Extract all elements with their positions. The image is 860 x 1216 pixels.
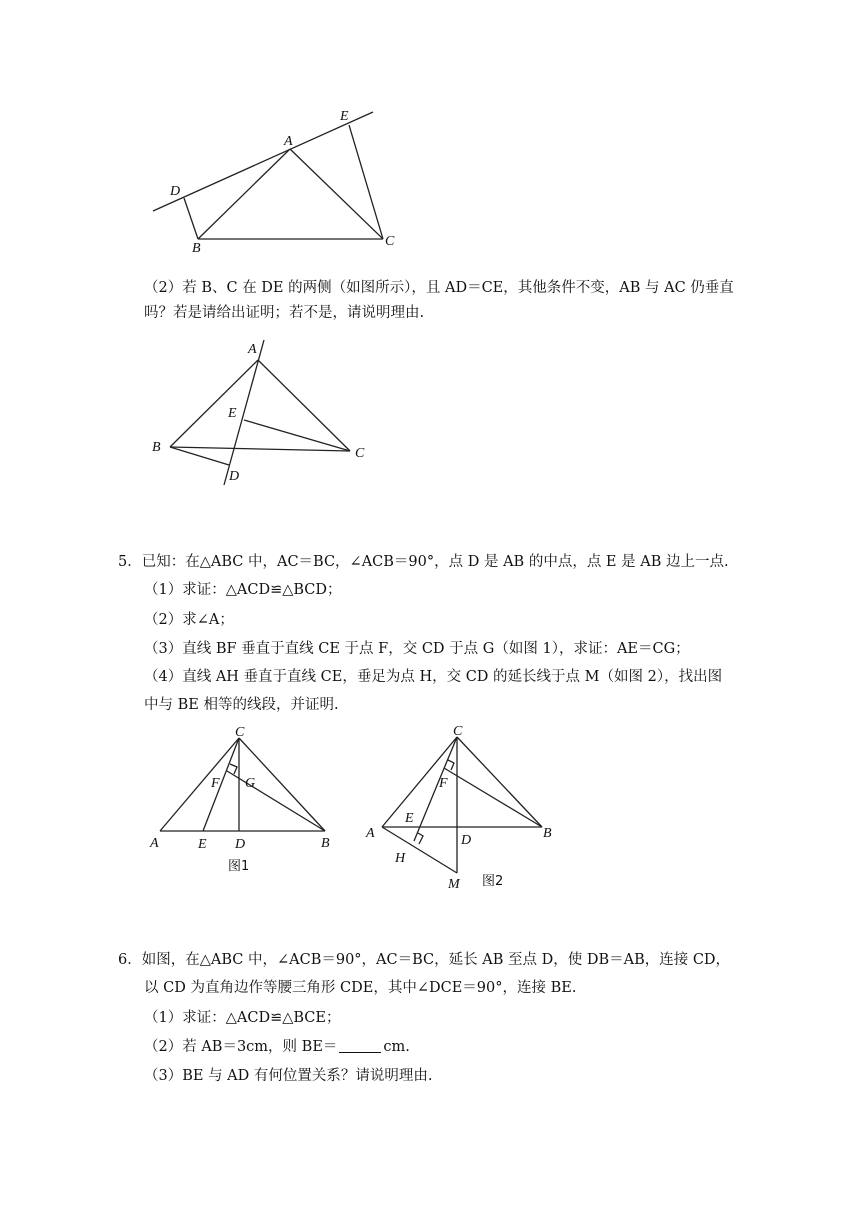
- line-de: [153, 112, 373, 211]
- q4-part2-line2: 吗？若是请给出证明；若不是，请说明理由.: [144, 305, 425, 321]
- label-m: M: [448, 877, 460, 892]
- figure-1: [140, 100, 395, 260]
- label-a: A: [150, 836, 159, 851]
- q5-stem: 5．已知：在△ABC 中，AC＝BC，∠ACB＝90°，点 D 是 AB 的中点，点 E 是 AB 边上一点.: [118, 554, 729, 570]
- q5-part1: （1）求证：△ACD≌△BCD；: [144, 582, 342, 598]
- segment-ab: [198, 149, 290, 239]
- right-angle-mark-f: [448, 760, 454, 770]
- q6-part2-text: （2）若 AB＝3cm，则 BE＝: [144, 1039, 338, 1055]
- q5-part4-line1: （4）直线 AH 垂直于直线 CE，垂足为点 H，交 CD 的延长线于点 M（如图 2），找出图: [144, 669, 723, 685]
- figure-4-svg: [360, 720, 570, 895]
- figure-2-svg: [150, 335, 380, 495]
- label-e: E: [340, 109, 349, 124]
- segment-cb: [457, 737, 542, 827]
- label-d: D: [229, 469, 240, 484]
- caption-figure-1: 图1: [228, 859, 250, 874]
- segment-bd: [184, 198, 198, 239]
- label-c: C: [385, 234, 395, 249]
- q6-part2: [144, 1037, 410, 1057]
- label-a: A: [248, 342, 257, 357]
- segment-bc: [170, 447, 350, 451]
- segment-bd: [170, 447, 229, 465]
- label-a: A: [284, 134, 293, 149]
- q6-stem-line2: 以 CD 为直角边作等腰三角形 CDE，其中∠DCE＝90°，连接 BE.: [144, 980, 577, 996]
- figure-4: [360, 720, 570, 895]
- segment-bf: [444, 768, 542, 827]
- q4-part2-line1: （2）若 B、C 在 DE 的两侧（如图所示），且 AD＝CE，其他条件不变，AB 与 AC 仍垂直: [144, 280, 734, 296]
- label-d: D: [170, 184, 181, 199]
- right-angle-mark-h: [418, 833, 423, 844]
- label-f: F: [439, 776, 448, 791]
- label-d: D: [461, 833, 472, 848]
- label-c: C: [235, 725, 245, 740]
- label-c: C: [355, 446, 365, 461]
- segment-bf: [227, 771, 325, 831]
- q6-part3: （3）BE 与 AD 有何位置关系？请说明理由.: [144, 1068, 433, 1084]
- label-b: B: [192, 241, 201, 256]
- q5-part2: （2）求∠A；: [144, 612, 234, 628]
- figure-3: [140, 720, 350, 880]
- caption-figure-2: 图2: [482, 874, 504, 889]
- figure-2: [150, 335, 380, 495]
- label-g: G: [245, 776, 256, 791]
- answer-blank[interactable]: [339, 1038, 381, 1053]
- label-b: B: [543, 826, 552, 841]
- q6-stem-line1: 6．如图，在△ABC 中，∠ACB＝90°，AC＝BC，延长 AB 至点 D，使 DB＝AB，连接 CD，: [118, 952, 731, 968]
- label-h: H: [395, 851, 406, 866]
- q6-part2-unit: cm.: [383, 1039, 410, 1055]
- q5-part3: （3）直线 BF 垂直于直线 CE 于点 F，交 CD 于点 G（如图 1），求证：AE＝CG；: [144, 641, 690, 657]
- label-b: B: [152, 440, 161, 455]
- segment-ce: [203, 738, 239, 831]
- label-d: D: [235, 837, 246, 852]
- q6-part1: （1）求证：△ACD≌△BCE；: [144, 1010, 341, 1026]
- segment-ca: [160, 738, 239, 831]
- label-f: F: [211, 776, 220, 791]
- segment-ce: [414, 737, 457, 841]
- figure-1-svg: [140, 100, 395, 260]
- label-e: E: [198, 837, 207, 852]
- segment-ab: [170, 360, 258, 447]
- label-a: A: [366, 826, 375, 841]
- label-c: C: [453, 724, 463, 739]
- q5-part4-line2: 中与 BE 相等的线段，并证明.: [144, 697, 339, 713]
- right-angle-mark: [230, 764, 237, 774]
- label-b: B: [321, 836, 330, 851]
- label-e: E: [405, 811, 414, 826]
- label-e: E: [228, 406, 237, 421]
- figure-3-svg: [140, 720, 350, 880]
